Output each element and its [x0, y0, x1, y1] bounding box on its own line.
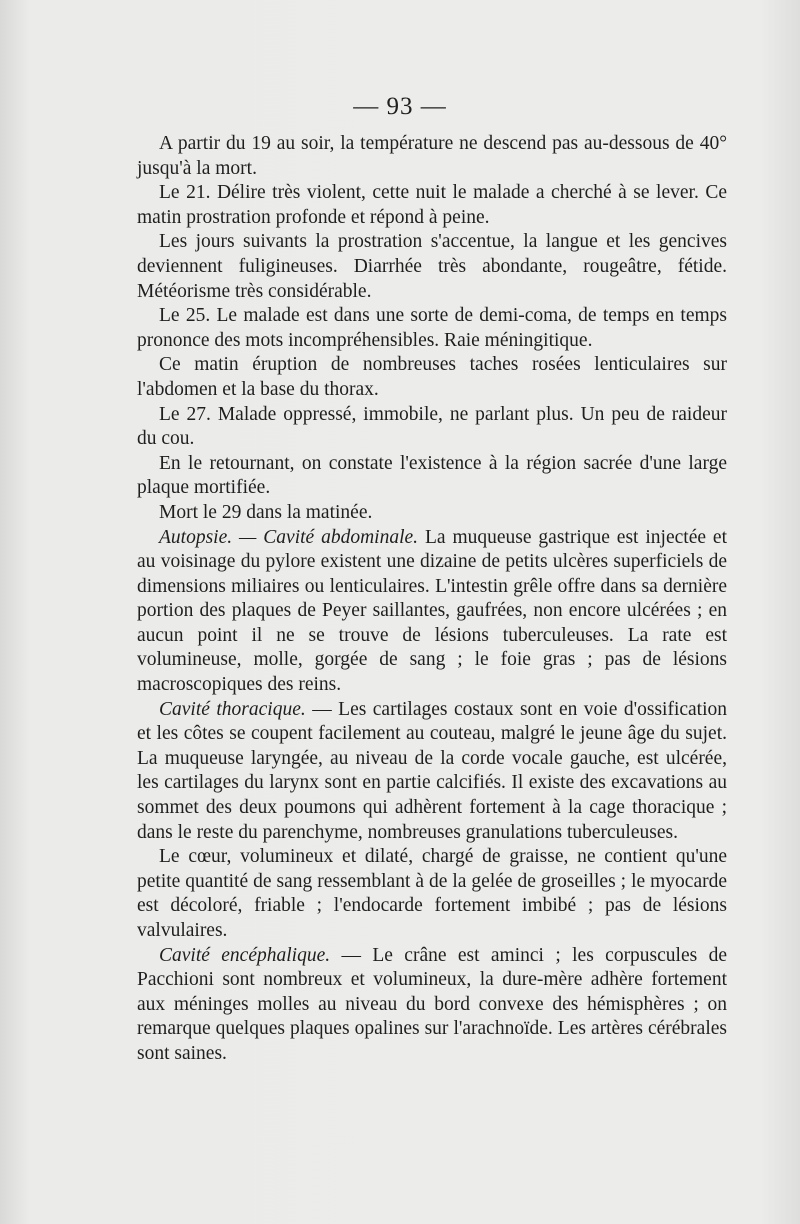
paragraph [137, 181, 727, 230]
paragraph-text: Le cœur, volumineux et dilaté, chargé de graisse, ne contient qu'une petite quantité de sang ressemblant à de la gelée de groseilles ; le myocarde est décoloré, friable ; l'endocarde fortement imbibé ; pas de lésions valvulaires. [137, 846, 727, 941]
paragraph-text: — Le crâne est aminci ; les corpuscules de Pacchioni sont nombreux et volumineux, la dure-mère adhère fortement aux méninges molles au niveau du bord convexe des hémisphères ; on remarque quelques plaques opalines sur l'arachnoïde. Les artères cérébrales sont saines. [137, 944, 727, 1064]
section-heading: Cavité thoracique. [159, 698, 306, 720]
paragraph-text: Mort le 29 dans la matinée. [159, 501, 373, 523]
paragraph [137, 132, 727, 181]
paragraph-text: En le retournant, on constate l'existence à la région sacrée d'une large plaque mortifiée. [137, 452, 727, 499]
paragraph [137, 698, 727, 846]
paragraph-text: Ce matin éruption de nombreuses taches rosées lenticulaires sur l'abdomen et la base du thorax. [137, 354, 727, 400]
section-heading: Cavité encéphalique. [159, 944, 331, 966]
paragraph-text: Le 27. Malade oppressé, immobile, ne parlant plus. Un peu de raideur du cou. [137, 403, 727, 450]
paragraph [137, 403, 727, 452]
page-number: — 93 — [353, 93, 447, 120]
paragraph-text: A partir du 19 au soir, la température ne descend pas au-dessous de 40° jusqu'à la mort. [137, 133, 727, 179]
section-heading: Autopsie. — Cavité abdominale. [159, 526, 419, 548]
paragraph [137, 845, 727, 943]
paragraph [137, 526, 727, 698]
paragraph [137, 230, 727, 304]
paragraph-text: Les jours suivants la prostration s'accentue, la langue et les gencives deviennent fuligineuses. Diarrhée très abondante, rougeâtre, fétide. Météorisme très considérable. [137, 231, 727, 302]
paragraph [137, 501, 727, 526]
paragraph [137, 452, 727, 501]
paragraph [137, 304, 727, 353]
paragraph [137, 353, 727, 402]
paragraph-text: La muqueuse gastrique est injectée et au voisinage du pylore existent une dizaine de petits ulcères superficiels de dimensions miliaires ou lenticulaires. L'intestin grêle offre dans sa dernière portion des plaques de Peyer saillantes, gaufrées, non encore ulcérées ; en aucun point il ne se trouve de lésions tuberculeuses. La rate est volumineuse, molle, gorgée de sang ; le foie gras ; pas de lésions macroscopiques des reins. [137, 526, 727, 696]
paragraph-text: — Les cartilages costaux sont en voie d'ossification et les côtes se coupent facilement au couteau, malgré le jeune âge du sujet. La muqueuse laryngée, au niveau de la corde vocale gauche, est ulcérée, les cartilages du larynx sont en partie calcifiés. Il existe des excavations au sommet des deux poumons qui adhèrent fortement à la cage thoracique ; dans le reste du parenchyme, nombreuses granulations tuberculeuses. [137, 698, 728, 843]
body-text [137, 132, 727, 1067]
paragraph [137, 944, 727, 1067]
paragraph-text: Le 25. Le malade est dans une sorte de demi-coma, de temps en temps prononce des mots incompréhensibles. Raie méningitique. [137, 305, 727, 351]
paragraph-text: Le 21. Délire très violent, cette nuit le malade a cherché à se lever. Ce matin prostration profonde et répond à peine. [137, 182, 727, 228]
